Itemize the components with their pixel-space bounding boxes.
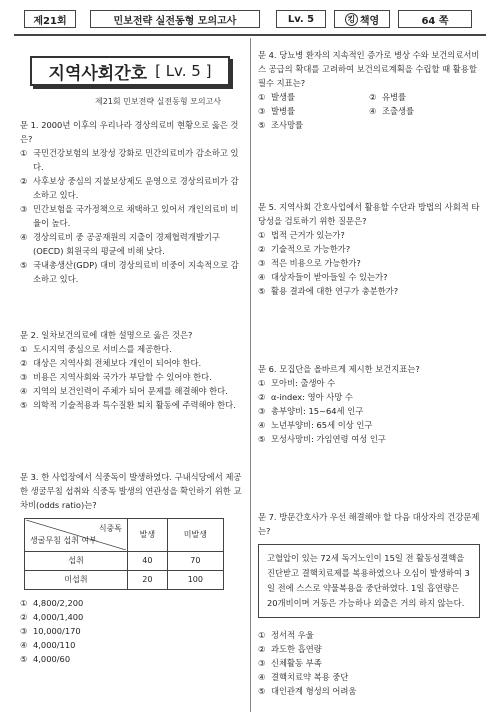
option-1[interactable]: ① 정서적 우울 — [258, 630, 314, 640]
question-stem: 문 3. 한 사업장에서 식중독이 발생하였다. 구내식당에서 제공한 생굴무침 섭취와 식중독 발생의 연관성을 확인하기 위한 교차비(odds ratio)는? — [20, 472, 242, 510]
contingency-table — [24, 518, 224, 590]
option-5[interactable]: ⑤ 4,000/60 — [20, 654, 71, 664]
option-1[interactable]: ① 법적 근거가 있는가? — [258, 230, 345, 240]
question-7 — [258, 510, 480, 698]
exam-round-label: 제21회 — [24, 10, 76, 28]
option-5[interactable]: ⑤ 국내총생산(GDP) 대비 경상의료비 비중이 지속적으로 감소하고 있다. — [20, 260, 239, 284]
question-1 — [20, 118, 242, 286]
column-divider — [250, 38, 251, 712]
table-cell: 70 — [167, 552, 223, 571]
subject-level: [ Lv. 5 ] — [155, 62, 212, 80]
option-2[interactable]: ② 대상은 지역사회 전체보다 개인이 되어야 한다. — [20, 358, 202, 368]
question-stem: 문 4. 당뇨병 환자의 지속적인 증가로 병상 수와 보건의료서비스 공급의 확대를 고려하여 보건의료계획을 수립할 때 활용할 필수 지표는? — [258, 50, 480, 88]
option-3[interactable]: ③ 총부양비: 15~64세 인구 — [258, 406, 364, 416]
row-label: 미섭취 — [25, 571, 128, 590]
column-header: 미발생 — [167, 519, 223, 552]
question-stem: 문 7. 방문간호사가 우선 해결해야 할 다음 대상자의 건강문제는? — [258, 512, 480, 536]
question-5 — [258, 200, 480, 298]
publisher-label — [334, 10, 390, 28]
option-4[interactable]: ④ 4,000/110 — [20, 640, 76, 650]
publisher-mark-icon: 킹 — [345, 13, 358, 26]
option-3[interactable]: ③ 민간보험을 국가정책으로 채택하고 있어서 개인의료비 비율이 높다. — [20, 204, 239, 228]
option-1[interactable]: ① 모아비: 출생아 수 — [258, 378, 336, 388]
question-stem: 문 5. 지역사회 간호사업에서 활용할 수단과 방법의 사회적 타당성을 검토하기 위한 질문은? — [258, 202, 480, 226]
page-number: 64 쪽 — [398, 10, 472, 28]
table-row — [25, 552, 224, 571]
level-label: Lv. 5 — [276, 10, 326, 28]
option-1[interactable]: ① 국민건강보험의 보장성 강화로 민간의료비가 감소하고 있다. — [20, 148, 239, 172]
option-2[interactable]: ② α-index: 영아 사망 수 — [258, 392, 353, 402]
option-3[interactable]: ③ 발병률 — [258, 106, 296, 116]
table-row — [25, 571, 224, 590]
question-stem: 문 6. 모집단을 올바르게 제시한 보건지표는? — [258, 364, 420, 374]
option-4[interactable]: ④ 노년부양비: 65세 이상 인구 — [258, 420, 373, 430]
table-cell: 20 — [128, 571, 168, 590]
publisher-name: 책영 — [359, 15, 380, 27]
question-stem: 문 2. 일차보건의료에 대한 설명으로 옳은 것은? — [20, 330, 193, 340]
option-5[interactable]: ⑤ 활용 결과에 대한 연구가 충분한가? — [258, 286, 399, 296]
exam-subtitle: 제21회 민보전략 실전동형 모의고사 — [95, 97, 221, 106]
option-4[interactable]: ④ 결핵치료약 복용 중단 — [258, 672, 349, 682]
question-2 — [20, 328, 242, 412]
subject-title-box — [30, 56, 230, 86]
option-3[interactable]: ③ 적은 비용으로 가능한가? — [258, 258, 361, 268]
column-header: 발생 — [128, 519, 168, 552]
option-3[interactable]: ③ 신체활동 부족 — [258, 658, 322, 668]
option-3[interactable]: ③ 비용은 지역사회와 국가가 부담할 수 있어야 한다. — [20, 372, 212, 382]
option-5[interactable]: ⑤ 대인관계 형성의 어려움 — [258, 686, 357, 696]
option-4[interactable]: ④ 대상자들이 받아들일 수 있는가? — [258, 272, 388, 282]
option-5[interactable]: ⑤ 의학적 기술적용과 특수질환 퇴치 활동에 주력해야 한다. — [20, 400, 236, 410]
option-4[interactable]: ④ 경상의료비 중 공공재원의 지출이 경제협력개발기구(OECD) 회원국의 평균에 비해 낮다. — [20, 232, 220, 256]
option-2[interactable]: ② 과도한 흡연량 — [258, 644, 322, 654]
row-label: 섭취 — [25, 552, 128, 571]
option-4[interactable]: ④ 지역의 보건인력이 주체가 되어 문제를 해결해야 한다. — [20, 386, 228, 396]
option-1[interactable]: ① 발생률 — [258, 92, 296, 102]
corner-bottom-label: 생굴무침 섭취 여부 — [30, 536, 97, 545]
corner-top-label: 식중독 — [98, 524, 122, 533]
option-5[interactable]: ⑤ 모성사망비: 가임연령 여성 인구 — [258, 434, 386, 444]
table-cell: 100 — [167, 571, 223, 590]
case-box: 고혈압이 있는 72세 독거노인이 15일 전 활동성결핵을 진단받고 결핵치료제를 복용하였으나 오심이 발생하여 3일 전에 스스로 약물복용을 중단하였다. 1일 흡연량은 20개비이며 거동은 가능하나 외출은 거의 하지 않는다. — [258, 544, 480, 618]
header-divider — [14, 34, 486, 36]
subject-title: 지역사회간호 — [48, 63, 148, 84]
table-corner-header — [25, 519, 128, 552]
question-4 — [258, 48, 480, 132]
option-1[interactable]: ① 도시지역 중심으로 서비스를 제공한다. — [20, 344, 172, 354]
option-2[interactable]: ② 4,000/1,400 — [20, 612, 84, 622]
question-6 — [258, 362, 480, 446]
question-stem: 문 1. 2000년 이후의 우리나라 경상의료비 현황으로 옳은 것은? — [20, 120, 239, 144]
question-3 — [20, 470, 242, 666]
option-3[interactable]: ③ 10,000/170 — [20, 626, 81, 636]
exam-series-label: 민보전략 실전동형 모의고사 — [90, 10, 260, 28]
option-4[interactable]: ④ 조출생률 — [369, 106, 415, 116]
table-cell: 40 — [128, 552, 168, 571]
option-2[interactable]: ② 유병률 — [369, 92, 407, 102]
option-5[interactable]: ⑤ 조사망률 — [258, 120, 304, 130]
option-1[interactable]: ① 4,800/2,200 — [20, 598, 84, 608]
option-2[interactable]: ② 기술적으로 가능한가? — [258, 244, 351, 254]
option-2[interactable]: ② 사후보상 중심의 지불보상제도 운영으로 경상의료비가 감소하고 있다. — [20, 176, 239, 200]
